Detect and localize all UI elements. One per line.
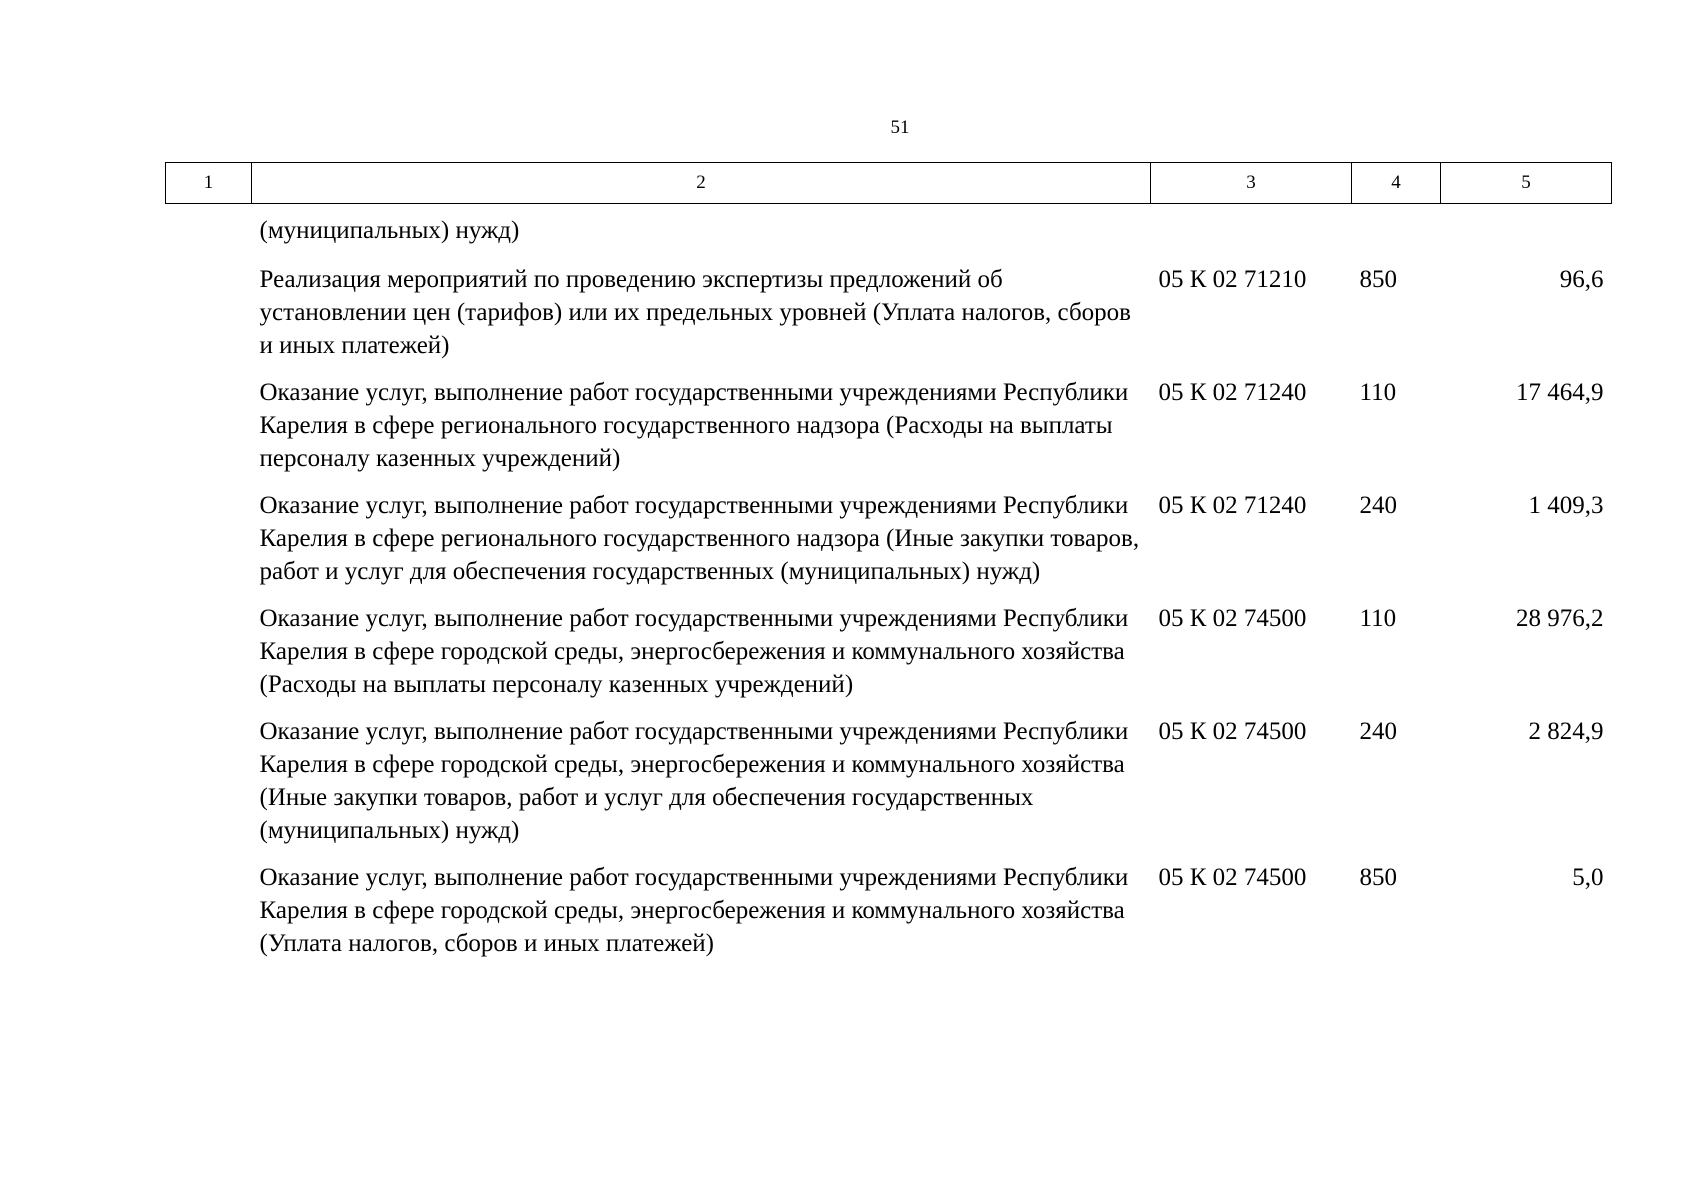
continuation-row	[166, 204, 1612, 264]
column-header-4: 4	[1352, 163, 1441, 204]
row-name: Оказание услуг, выполнение работ государственными учреждениями Республики Карелия в сфере городской среды, энергосбережения и коммунального хозяйства (Иные закупки товаров, работ и услуг для обеспечения государственных (муниципальных) нужд)	[259, 718, 1129, 844]
table-row	[166, 376, 1612, 489]
row-amount: 2 824,9	[1528, 718, 1604, 745]
table-row	[166, 602, 1612, 715]
row-expense-type: 240	[1359, 492, 1397, 519]
row-expense-type: 850	[1359, 864, 1397, 891]
row-name: Оказание услуг, выполнение работ государственными учреждениями Республики Карелия в сфере городской среды, энергосбережения и коммунального хозяйства (Уплата налогов, сборов и иных платежей)	[259, 864, 1129, 957]
row-expense-type: 850	[1359, 266, 1397, 293]
table-row	[166, 263, 1612, 376]
column-header-5: 5	[1441, 163, 1612, 204]
row-target-article: 05 К 02 71240	[1158, 492, 1307, 519]
row-target-article: 05 К 02 71240	[1158, 379, 1307, 406]
row-name: Реализация мероприятий по проведению экспертизы предложений об установлении цен (тарифов) или их предельных уровней (Уплата налогов, сборов и иных платежей)	[259, 266, 1131, 359]
row-target-article: 05 К 02 71210	[1158, 266, 1307, 293]
row-name: Оказание услуг, выполнение работ государственными учреждениями Республики Карелия в сфере регионального государственного надзора (Расходы на выплаты персоналу казенных учреждений)	[259, 379, 1129, 472]
row-expense-type: 110	[1359, 379, 1397, 406]
column-header-2: 2	[252, 163, 1151, 204]
row-expense-type: 240	[1359, 718, 1397, 745]
row-name: Оказание услуг, выполнение работ государственными учреждениями Республики Карелия в сфере городской среды, энергосбережения и коммунального хозяйства (Расходы на выплаты персоналу казенных учреждений)	[259, 605, 1129, 698]
row-amount: 28 976,2	[1516, 605, 1604, 632]
column-header-1: 1	[166, 163, 252, 204]
row-amount: 5,0	[1572, 864, 1604, 891]
table-row	[166, 861, 1612, 974]
row-amount: 96,6	[1559, 266, 1604, 293]
column-header-3: 3	[1151, 163, 1352, 204]
table-row	[166, 715, 1612, 861]
row-target-article: 05 К 02 74500	[1158, 605, 1307, 632]
row-expense-type: 110	[1359, 605, 1397, 632]
row-target-article: 05 К 02 74500	[1158, 864, 1307, 891]
budget-table	[165, 162, 1612, 974]
row-amount: 1 409,3	[1528, 492, 1604, 519]
table-row	[166, 489, 1612, 602]
continuation-text: (муниципальных) нужд)	[259, 217, 520, 244]
row-target-article: 05 К 02 74500	[1158, 718, 1307, 745]
page-number: 51	[890, 117, 910, 138]
row-amount: 17 464,9	[1516, 379, 1604, 406]
row-name: Оказание услуг, выполнение работ государственными учреждениями Республики Карелия в сфере регионального государственного надзора (Иные закупки товаров, работ и услуг для обеспечения государственных (муниципальных) нужд)	[259, 492, 1140, 585]
table-header-row	[166, 163, 1612, 204]
